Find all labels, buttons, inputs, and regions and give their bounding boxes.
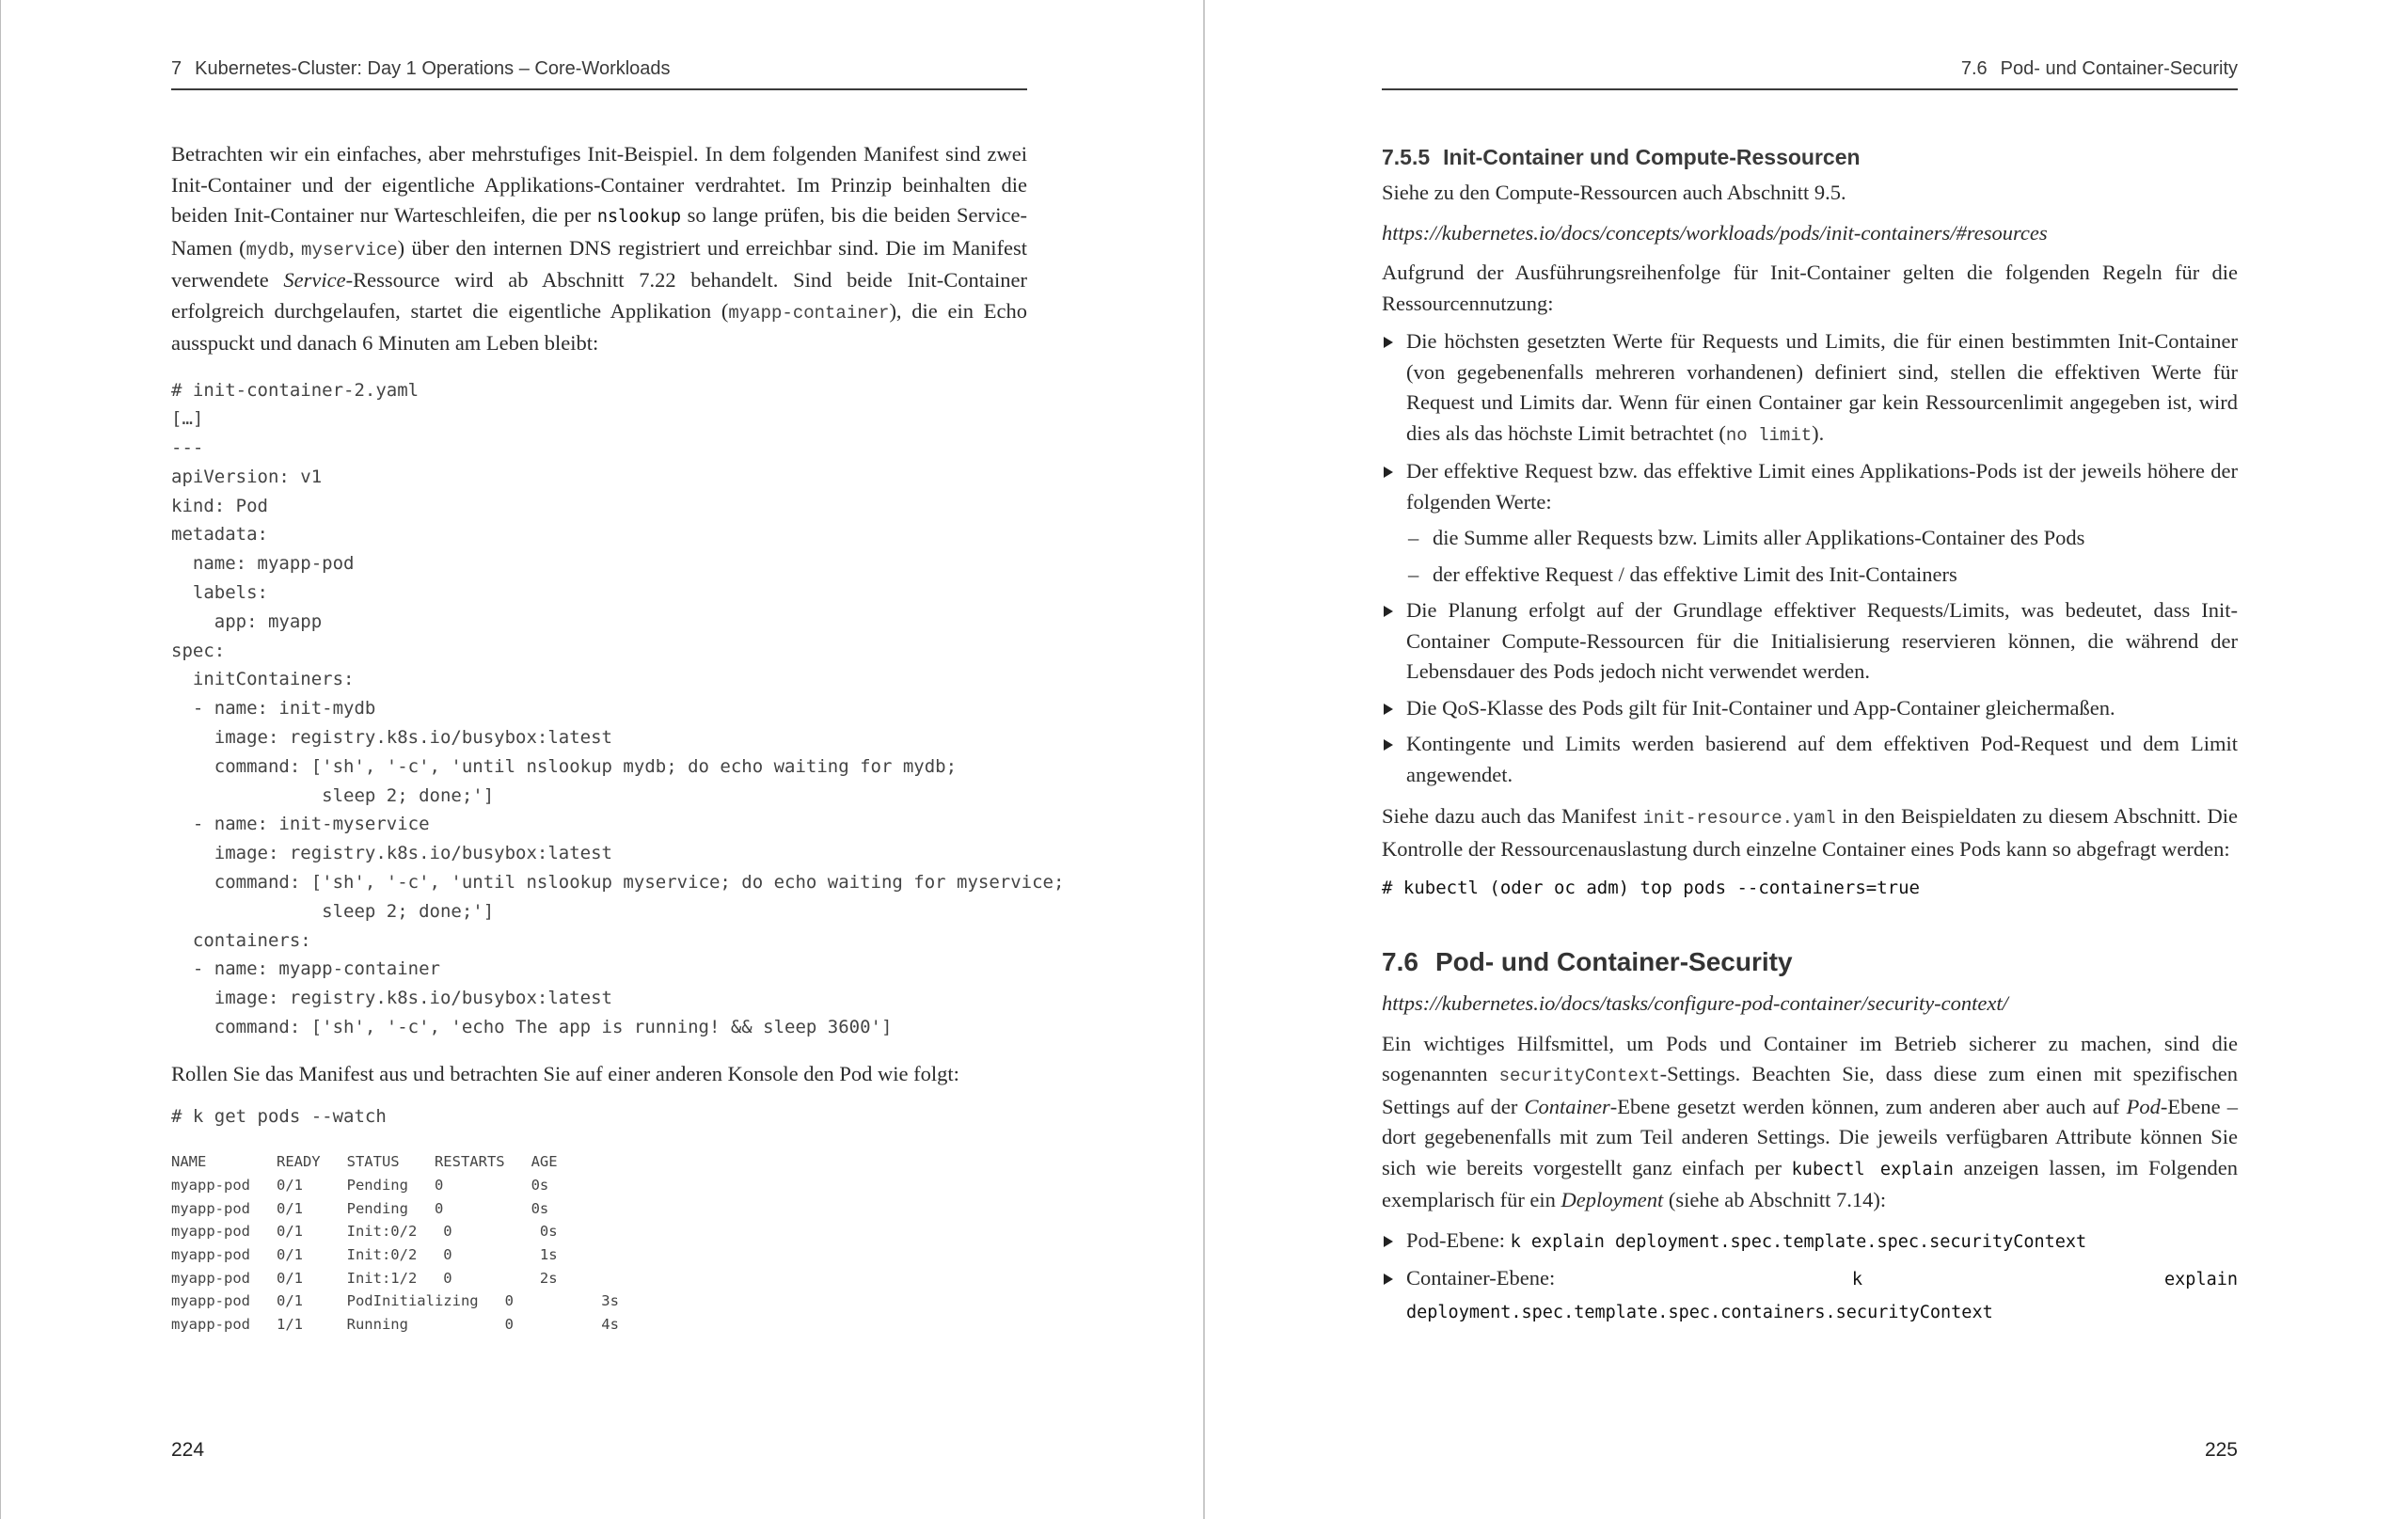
- sub-list-item: – die Summe aller Requests bzw. Limits aller Applikations-Container des Pods: [1406, 523, 2238, 554]
- see-also-paragraph: Siehe zu den Compute-Ressourcen auch Abschnitt 9.5.: [1382, 181, 1846, 204]
- text-run: ), die ein Echo ausspuckt und danach 6 Minuten am Leben bleibt:: [171, 298, 1028, 355]
- text-run: Der effektive Request bzw. das effektive Limit eines Applikations-Pods ist der jeweils höhere der folgenden Werte:: [1406, 459, 2238, 514]
- left-content: [171, 139, 1065, 1337]
- list-item: Kontingente und Limits werden basierend auf dem effektiven Pod-Request und dem Limit angewendet.: [1382, 729, 2238, 790]
- text-run: Pod-Ebene:: [1406, 1227, 1511, 1252]
- text-run: anzeigen lassen, im Folgenden exemplarisch für ein: [1382, 1155, 2238, 1211]
- emphasis: Pod: [2126, 1094, 2161, 1118]
- rules-intro-paragraph: Aufgrund der Ausführungsreihenfolge für Init-Container gelten die folgenden Regeln für die Ressourcennutzung:: [1382, 261, 2238, 315]
- text-run: ) über den internen DNS registriert und erreichbar sind. Die im Manifest verwendete: [171, 235, 1027, 292]
- page-edge: [0, 0, 1, 1519]
- running-head-left: [171, 56, 1027, 90]
- list-item: [1382, 1226, 2238, 1258]
- chapter-number: 7: [171, 58, 182, 79]
- text-run: so lange prüfen, bis die beiden Service-Namen (: [171, 203, 1027, 260]
- rollout-paragraph: Rollen Sie das Manifest aus und betrachten Sie auf einer anderen Konsole den Pod wie folgt:: [171, 1061, 959, 1085]
- emphasis: Container: [1524, 1094, 1610, 1118]
- text-run: -Ebene gesetzt werden können, zum anderen aber auch auf: [1609, 1094, 2127, 1118]
- sub-list-item: – der effektive Request / das effektive Limit des Init-Containers: [1406, 560, 2238, 591]
- right-page: [1205, 0, 2408, 1519]
- section-heading-number: 7.6: [1382, 947, 1418, 976]
- text-run: Siehe dazu auch das Manifest: [1382, 804, 1643, 828]
- inline-code: k explain deployment.spec.template.spec.securityContext: [1510, 1231, 2087, 1252]
- sub-list: [1406, 523, 2238, 590]
- list-item: [1382, 1263, 2238, 1328]
- text-run: Container-Ebene:: [1406, 1266, 1852, 1290]
- section-heading: [1382, 947, 2238, 977]
- manifest-paragraph: [1382, 801, 2238, 864]
- text-run: -Ressource wird ab Abschnitt 7.22 behandelt. Sind beide Init-Container erfolgreich durchgelaufen, startet die eigentliche Applikation (: [171, 268, 1027, 323]
- page-number-right: 225: [2204, 1439, 2238, 1461]
- text-run: -Ebene – dort gegebenenfalls mit zum Teil anderen Settings. Die jeweils verfügbaren Attribute können Sie sich wie bereits vorgestellt ganz einfach per: [1382, 1094, 2238, 1179]
- text-run: ,: [289, 235, 302, 260]
- inline-code: no limit: [1725, 424, 1813, 446]
- text-run: Ein wichtiges Hilfsmittel, um Pods und Container im Betrieb sicherer zu machen, sind die sogenannten: [1382, 1031, 2238, 1085]
- subsection-title: Init-Container und Compute-Ressourcen: [1443, 145, 1861, 169]
- running-head-right: [1382, 56, 2238, 90]
- inline-code: kubectl explain: [1791, 1159, 1954, 1179]
- subsection-heading: [1382, 145, 2238, 170]
- text-run: in den Beispieldaten zu diesem Abschnitt. Die Kontrolle der Ressourcenauslastung durch einzelne Container eines Pods kann so abgefragt werden:: [1382, 804, 2238, 861]
- chapter-title: Kubernetes-Cluster: Day 1 Operations – Core-Workloads: [195, 58, 671, 79]
- list-item: Die Planung erfolgt auf der Grundlage effektiver Requests/Limits, was bedeutet, dass Init-Container Compute-Ressourcen für die Initialisierung reservieren können, die während der Lebensdauer des Pods jedoch nicht verwendet werden.: [1382, 595, 2238, 688]
- emphasis: Deployment: [1560, 1188, 1664, 1211]
- page-number-left: 224: [171, 1439, 205, 1461]
- emphasis: Service: [283, 268, 346, 292]
- pods-watch-output: NAME READY STATUS RESTARTS AGE myapp-pod 0/1 Pending 0 0s myapp-pod 0/1 Pending 0 0s myapp-pod 0/1 Init:0/2 0 0s myapp-pod 0/1 Init:0/2 0 1s myapp-pod 0/1 Init:1/2 0 2s myapp-pod 0/1 PodInitializing 0 3s myapp-pod 1/1 Running 0 4s: [171, 1153, 619, 1334]
- inline-code: k explain deployment.spec.template.spec.containers.securityContext: [1406, 1270, 2238, 1322]
- watch-command: # k get pods --watch: [171, 1106, 387, 1128]
- text-run: Die höchsten gesetzten Werte für Requests und Limits, die für einen bestimmten Init-Container (von gegebenenfalls mehreren vorhandenen) definiert sind, stellen die effektiven Werte für Request und Limits dar. Wenn für einen Container gar kein Ressourcenlimit angegeben ist, wird dies als das höchste Limit betrachtet (: [1406, 329, 2238, 445]
- inline-code: init-resource.yaml: [1642, 808, 1836, 829]
- list-item: [1382, 326, 2238, 451]
- list-item: [1382, 456, 2238, 590]
- inline-code: myapp-container: [728, 302, 890, 324]
- text-run: ).: [1812, 420, 1825, 445]
- section-number: 7.6: [1960, 58, 1988, 79]
- section-heading-title: Pod- und Container-Security: [1434, 947, 1793, 976]
- text-run: (siehe ab Abschnitt 7.14):: [1663, 1188, 1887, 1211]
- top-command: # kubectl (oder oc adm) top pods --containers=true: [1382, 878, 1920, 898]
- security-context-url[interactable]: https://kubernetes.io/docs/tasks/configure-pod-container/security-context/: [1382, 991, 2008, 1015]
- text-run: Betrachten wir ein einfaches, aber mehrstufiges Init-Beispiel. In dem folgenden Manifest sind zwei Init-Container und der eigentliche Applikations-Container verdrahtet. Im Prinzip beinhalten die beiden Init-Container nur Warteschleifen, die per: [171, 142, 1027, 227]
- inline-code: nslookup: [596, 207, 681, 227]
- security-paragraph: [1382, 1029, 2238, 1216]
- inline-code: mydb: [246, 239, 290, 261]
- reference-url[interactable]: https://kubernetes.io/docs/concepts/workloads/pods/init-containers/#resources: [1382, 220, 2048, 245]
- text-run: -Settings. Beachten Sie, dass diese zum einen mit spezifischen Settings auf der: [1382, 1062, 2239, 1118]
- inline-code: myservice: [301, 239, 398, 261]
- section-title: Pod- und Container-Security: [2000, 58, 2238, 79]
- intro-paragraph: [171, 139, 1027, 359]
- rules-list: [1382, 326, 2238, 790]
- inline-code: securityContext: [1498, 1066, 1660, 1086]
- right-content: [1382, 139, 2238, 1334]
- yaml-code-block: # init-container-2.yaml […] --- apiVersion: v1 kind: Pod metadata: name: myapp-pod labels: app: myapp spec: initContainers: - name: init-mydb image: registry.k8s.io/busybox:latest command: ['sh', '-c', 'until nslookup mydb; do echo waiting for mydb; sleep 2; done;'] - name: init-myservice image: registry.k8s.io/busybox:latest command: ['sh', '-c', 'until nslookup myservice; do echo waiting for myservice; sleep 2; done;'] containers: - name: myapp-container image: registry.k8s.io/busybox:latest command: ['sh', '-c', 'echo The app is running! && sleep 3600']: [171, 379, 1065, 1038]
- list-item: Die QoS-Klasse des Pods gilt für Init-Container und App-Container gleichermaßen.: [1382, 693, 2238, 724]
- subsection-number: 7.5.5: [1382, 145, 1431, 169]
- explain-list: [1382, 1226, 2238, 1329]
